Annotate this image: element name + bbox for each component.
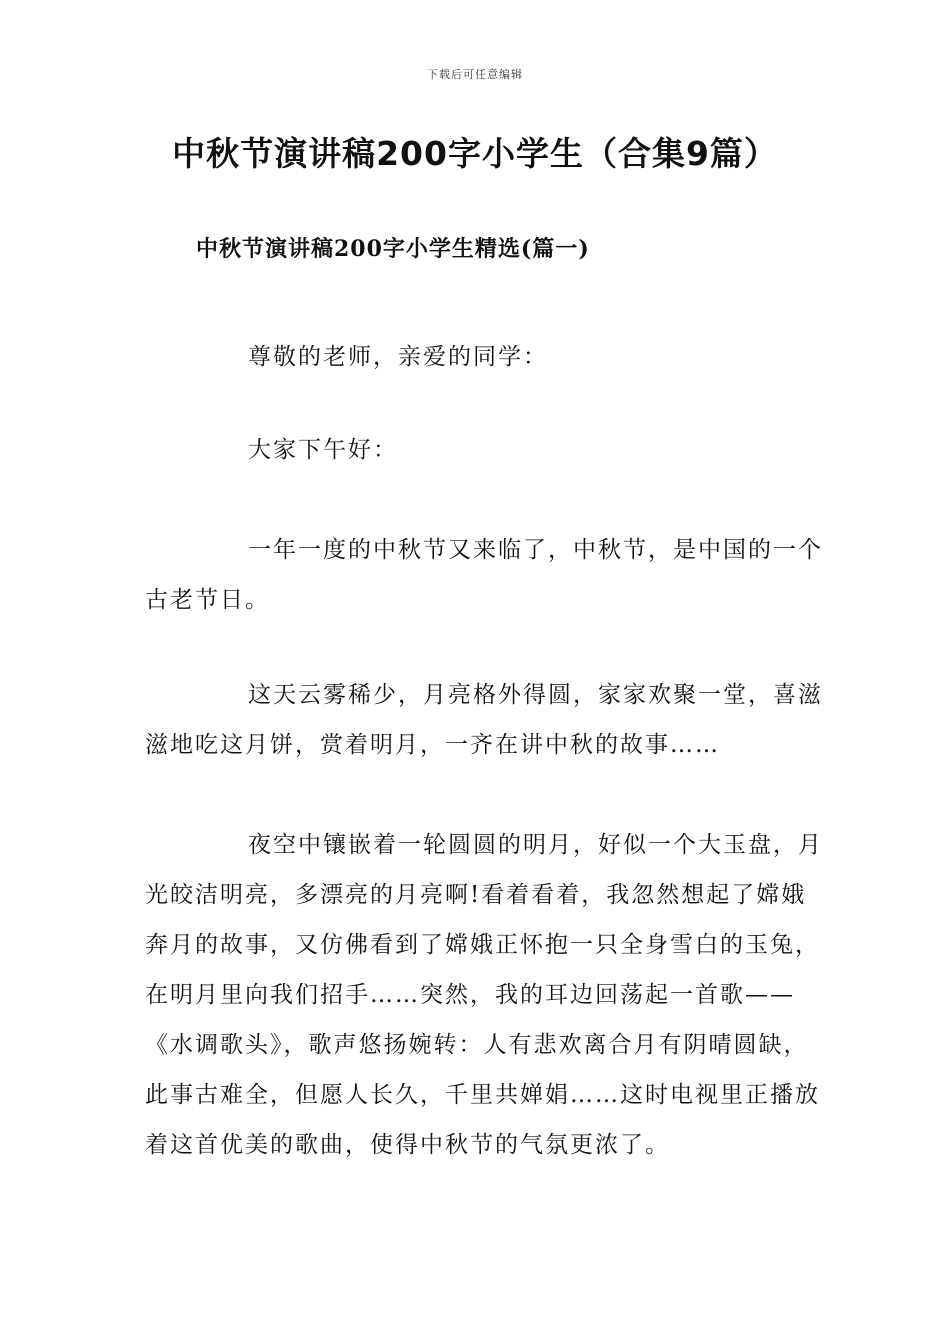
greeting-paragraph: 尊敬的老师，亲爱的同学： <box>248 344 548 370</box>
body-paragraph: 这天云雾稀少，月亮格外得圆，家家欢聚一堂，喜滋滋地吃这月饼，赏着明月，一齐在讲中秋的故事…… <box>145 682 823 758</box>
body-paragraph: 一年一度的中秋节又来临了，中秋节，是中国的一个古老节日。 <box>145 537 823 613</box>
header-note: 下载后可任意编辑 <box>427 68 523 81</box>
salutation-paragraph: 大家下午好： <box>248 437 398 463</box>
section-title: 中秋节演讲稿200字小学生精选(篇一) <box>196 236 590 262</box>
body-paragraph: 夜空中镶嵌着一轮圆圆的明月，好似一个大玉盘，月光皎洁明亮，多漂亮的月亮啊!看着看着，我忽然想起了嫦娥奔月的故事，又仿佛看到了嫦娥正怀抱一只全身雪白的玉兔，在明月里向我们招手……突然，我的耳边回荡起一首歌——《水调歌头》，歌声悠扬婉转：人有悲欢离合月有阴晴圆缺，此事古难全，但愿人长久，千里共婵娟……这时电视里正播放着这首优美的歌曲，使得中秋节的气氛更浓了。 <box>145 832 823 1158</box>
document-title: 中秋节演讲稿200字小学生（合集9篇） <box>172 134 778 173</box>
